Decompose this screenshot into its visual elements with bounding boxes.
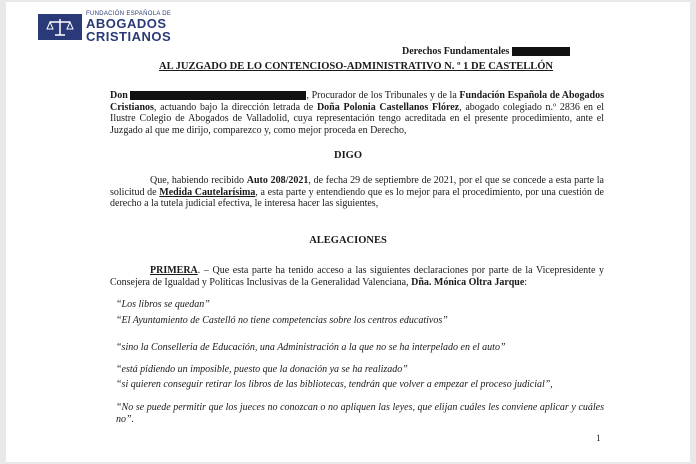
quote-2: “El Ayuntamiento de Castelló no tiene competencias sobre los centros educativos” — [116, 315, 448, 326]
medida-label: Medida Cautelarísima — [159, 186, 256, 198]
don-label: Don — [110, 90, 128, 101]
quote-5: “si quieren conseguir retirar los libros de las bibliotecas, tendrán que volver a empezar el proceso judicial”, — [116, 379, 553, 390]
foundation-name: Fundación Española de Abogados Cristianos — [110, 90, 605, 113]
court-title: AL JUZGADO DE LO CONTENCIOSO-ADMINISTRATIVO N. º 1 DE CASTELLÓN — [159, 61, 553, 72]
quote-1: “Los libros se quedan” — [116, 299, 210, 310]
quote-6: “No se puede permitir que los jueces no conozcan o no apliquen las leyes, que elijan cuáles les conviene aplicar y cuáles no”. — [116, 402, 604, 425]
redaction-bar — [512, 47, 570, 56]
que-paragraph — [110, 175, 604, 210]
case-type-header — [402, 46, 570, 57]
primera-paragraph — [110, 265, 604, 288]
logo-line-3: CRISTIANOS — [86, 29, 172, 44]
digo-heading: DIGO — [333, 150, 362, 161]
intro-paragraph — [110, 90, 604, 136]
page-number: 1 — [596, 433, 601, 443]
official-name: Dña. Mónica Oltra Jarque — [411, 276, 525, 288]
que-text-3: , a esta parte y entendiendo que es lo mejor para el procedimiento, por una cuestión de derecho a la tutela judicial efectiva, le interesa hacer las siguientes, — [110, 186, 604, 210]
primera-label: PRIMERA — [150, 265, 198, 276]
logo-line-1: FUNDACIÓN ESPAÑOLA DE — [86, 11, 172, 17]
redaction-bar — [130, 91, 306, 100]
lawyer-name: Doña Polonia Castellanos Flórez — [316, 101, 460, 113]
quote-3: “sino la Conselleria de Educación, una Administración a la que no se ha interpelado en el auto” — [116, 342, 506, 353]
document-page — [6, 2, 690, 462]
logo-text — [86, 11, 171, 43]
intro-text-2: , actuando bajo la dirección letrada de — [153, 101, 314, 113]
primera-text-2: : — [524, 276, 528, 288]
case-type-label: Derechos Fundamentales — [402, 46, 510, 57]
que-text-1: Que, habiendo recibido — [150, 175, 247, 186]
intro-text-3: , abogado colegiado n.º 2836 en el Ilustre Colegio de Abogados de Valladolid, cuya representación tengo acreditada en el presente procedimiento, ante el Juzgado al que me dirijo, comparezco y, como mejor proceda en Derecho, — [110, 101, 605, 136]
quote-4: “está pidiendo un imposible, puesto que la donación ya se ha realizado” — [116, 364, 408, 375]
que-text-2: , de fecha 29 de septiembre de 2021, por el que se concede a esta parte la solicitud de — [110, 175, 604, 198]
primera-text-1: . – Que esta parte ha tenido acceso a las siguientes declaraciones por parte de la Vicepresidente y Consejera de Igualdad y Políticas Inclusivas de la Generalidad Valenciana, — [110, 265, 604, 288]
auto-reference: Auto 208/2021 — [246, 175, 309, 186]
alegaciones-heading: ALEGACIONES — [309, 235, 387, 246]
logo-line-2: ABOGADOS — [86, 16, 167, 31]
foundation-logo — [38, 12, 171, 42]
scales-icon — [38, 14, 82, 40]
intro-text-1: , Procurador de los Tribunales y de la — [306, 90, 457, 101]
